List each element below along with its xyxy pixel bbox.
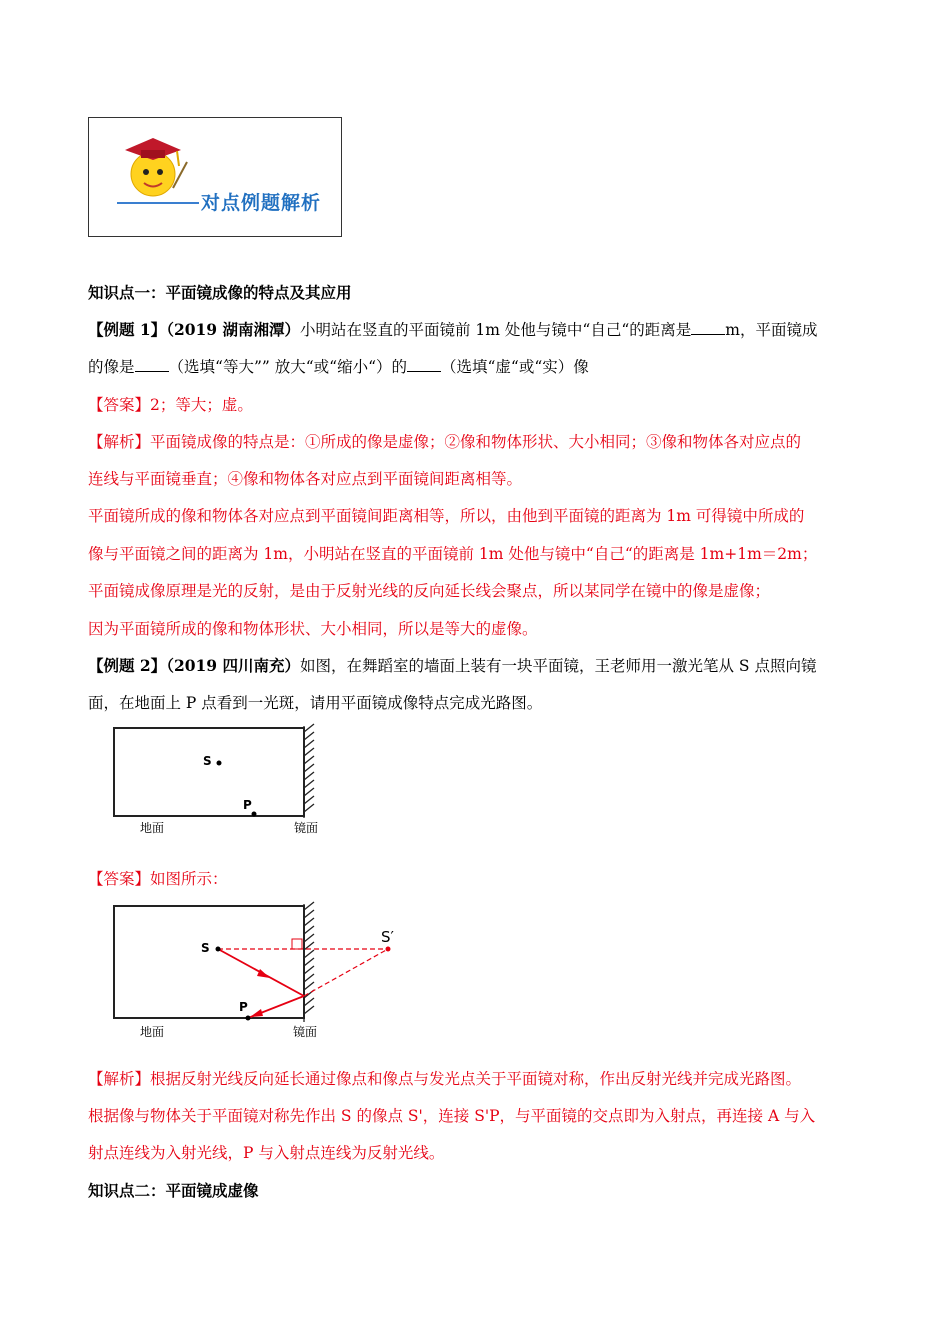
- section2-heading: 知识点二：平面镜成虚像: [88, 1181, 259, 1200]
- right-angle-mark: [292, 939, 302, 949]
- point-s: [216, 947, 221, 952]
- example1-analysis-line5: 平面镜成像原理是光的反射，是由于反射光线的反向延长线会聚点，所以某同学在镜中的像是虚像；: [88, 582, 771, 600]
- example2-answer: [88, 869, 228, 889]
- section-banner: [88, 117, 342, 237]
- example2-source: （2019 四川南充）: [166, 656, 300, 675]
- s-label: S: [201, 941, 210, 955]
- banner-title: 对点例题解析: [201, 192, 322, 214]
- blank-3: [407, 357, 441, 372]
- answer-diagram: [100, 898, 420, 1044]
- example2-analysis-line3: 射点连线为入射光线，P 与入射点连线为反射光线。: [88, 1144, 445, 1162]
- example1-label: 【例题 1】: [88, 320, 167, 339]
- s-label: S: [203, 754, 212, 768]
- blank-2: [135, 357, 169, 372]
- banner-rule: [117, 202, 199, 204]
- mascot-icon: [111, 132, 191, 202]
- example2-analysis-line1: 【解析】根据反射光线反向延长通过像点和像点与发光点关于平面镜对称，作出反射光线并完成光路图。: [88, 1070, 802, 1088]
- example2-analysis-label: 【解析】: [88, 1070, 151, 1088]
- section1-heading: 知识点一：平面镜成像的特点及其应用: [88, 283, 352, 302]
- example1-answer: [88, 395, 253, 415]
- example2-text-a: 如图，在舞蹈室的墙面上装有一块平面镜，王老师用一激光笔从 S 点照向镜: [299, 657, 817, 675]
- example1-analysis-line4: 像与平面镜之间的距离为 1m，小明站在竖直的平面镜前 1m 处他与镜中“自己“的距离是 1m+1m＝2m；: [88, 545, 818, 563]
- point-p: [246, 1016, 251, 1021]
- question-diagram: [100, 722, 340, 838]
- example1-question-line1: [88, 320, 817, 340]
- example1-text-c: 的像是: [88, 358, 135, 376]
- point-image: [386, 947, 391, 952]
- example1-source: （2019 湖南湘潭）: [166, 320, 300, 339]
- blank-1: [691, 320, 725, 335]
- example1-text-a: 小明站在竖直的平面镜前 1m 处他与镜中“自己“的距离是: [299, 321, 692, 339]
- image-to-incidence-dashed: [304, 949, 388, 996]
- mirror-label: 镜面: [293, 1025, 318, 1039]
- example1-question-line2: [88, 357, 589, 377]
- example2-answer-text: 如图所示：: [150, 870, 228, 888]
- p-label: P: [243, 798, 252, 812]
- example1-text-b: m，平面镜成: [725, 321, 818, 339]
- example1-analysis-line1: 【解析】平面镜成像的特点是：①所成的像是虚像；②像和物体形状、大小相同；③像和物体各对应点的: [88, 433, 802, 451]
- example1-analysis-line2: 连线与平面镜垂直；④像和物体各对应点到平面镜间距离相等。: [88, 470, 523, 488]
- p-label: P: [239, 1000, 248, 1014]
- example1-answer-text: 2；等大；虚。: [150, 396, 253, 414]
- example2-analysis-line2: 根据像与物体关于平面镜对称先作出 S 的像点 S'，连接 S'P，与平面镜的交点即为入射点，再连接 A 与入: [88, 1107, 816, 1125]
- point-s: [217, 761, 222, 766]
- example1-answer-label: 【答案】: [88, 396, 151, 414]
- image-label: S′: [381, 928, 394, 946]
- example1-analysis-line3: 平面镜所成的像和物体各对应点到平面镜间距离相等，所以，由他到平面镜的距离为 1m 可得镜中所成的: [88, 507, 805, 525]
- example1-analysis-line6: 因为平面镜所成的像和物体形状、大小相同，所以是等大的虚像。: [88, 620, 538, 638]
- example1-text-e: （选填“虚“或“实）像: [441, 358, 589, 376]
- point-p: [252, 812, 257, 817]
- ground-label: 地面: [140, 821, 165, 835]
- example2-answer-label: 【答案】: [88, 870, 151, 888]
- example2-label: 【例题 2】: [88, 656, 167, 675]
- reflected-arrow-icon: [250, 1009, 263, 1017]
- example1-text-d: （选填“等大”” 放大“或“缩小“）的: [168, 358, 407, 376]
- incident-arrow-icon: [257, 969, 270, 978]
- ground-label: 地面: [140, 1025, 165, 1039]
- mirror-label: 镜面: [294, 821, 319, 835]
- example1-analysis-label: 【解析】: [88, 433, 151, 451]
- example2-question-line2: 面，在地面上 P 点看到一光斑，请用平面镜成像特点完成光路图。: [88, 694, 543, 712]
- example2-question-line1: [88, 656, 816, 676]
